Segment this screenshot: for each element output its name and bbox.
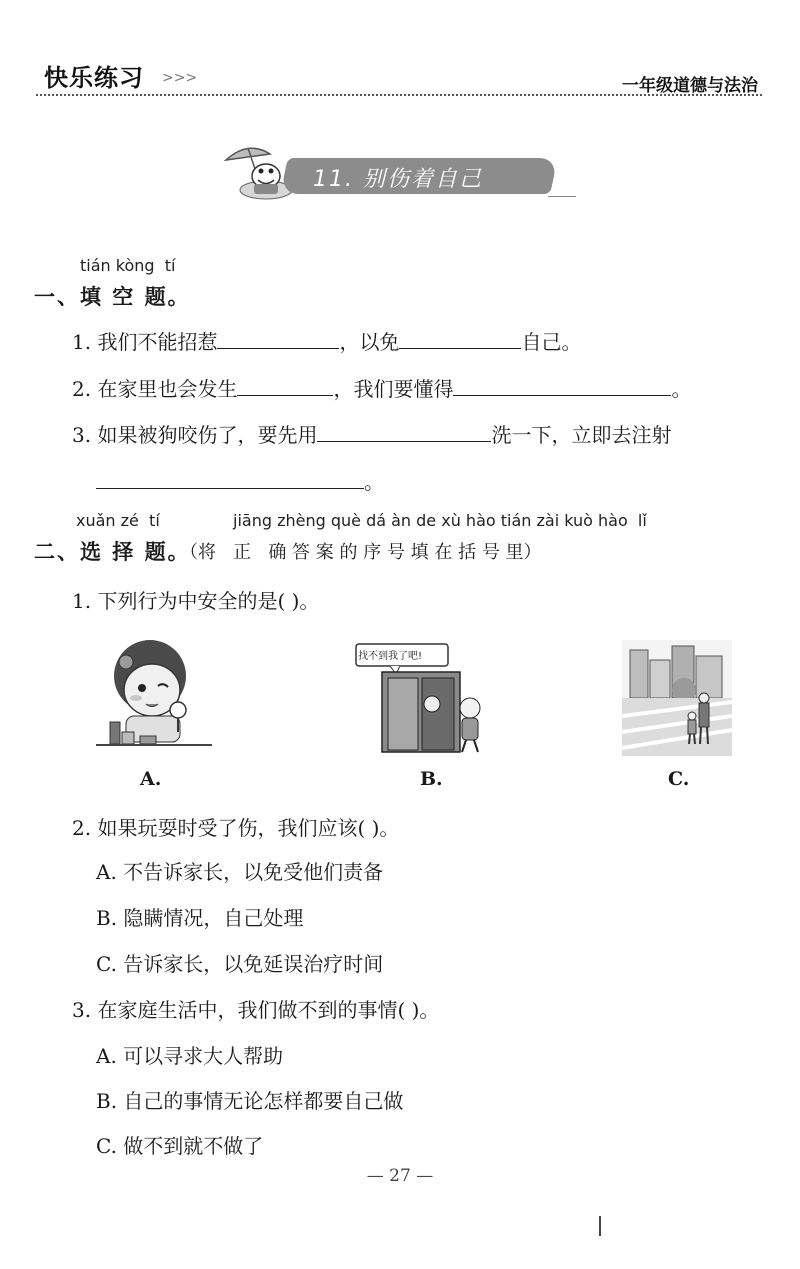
fill-question-1-part-a: 1. 我们不能招惹 xyxy=(72,330,218,354)
lesson-title: 11. 别伤着自己 xyxy=(313,167,483,192)
choice-question-3: 3. 在家庭生活中，我们做不到的事情( )。 xyxy=(72,998,440,1022)
fill-question-3 xyxy=(72,419,671,448)
choice-question-2-option-a[interactable]: A. 不告诉家长，以免受他们责备 xyxy=(96,860,384,884)
fill-question-3-part-b: 洗一下，立即去注射 xyxy=(491,423,672,447)
fill-question-3-part-c: 。 xyxy=(364,470,384,494)
choice-question-2-option-c[interactable]: C. 告诉家长，以免延误治疗时间 xyxy=(96,952,384,976)
choice-question-3-option-b[interactable]: B. 自己的事情无论怎样都要自己做 xyxy=(96,1089,404,1113)
answer-blank[interactable] xyxy=(453,375,671,396)
fill-question-1-part-c: 自己。 xyxy=(521,330,582,354)
section2-instruction: （将 正 确 答 案 的 序 号 填 在 括 号 里） xyxy=(180,542,542,563)
answer-blank[interactable] xyxy=(96,468,364,489)
fill-question-2-part-c: 。 xyxy=(671,377,692,401)
fill-question-2-part-a: 2. 在家里也会发生 xyxy=(72,377,238,401)
speech-bubble-text: 找不到我了吧! xyxy=(358,651,423,662)
section2-pinyin-right: jiāng zhèng què dá àn de xù hào tián zài kuò hào lǐ xyxy=(233,511,647,530)
lesson-banner xyxy=(218,138,578,208)
header-right-title: 一年级道德与法治 xyxy=(622,76,758,96)
fill-question-1 xyxy=(72,326,581,355)
choice-question-3-option-c[interactable]: C. 做不到就不做了 xyxy=(96,1134,264,1158)
answer-blank[interactable] xyxy=(217,328,339,349)
fill-question-3-part-a: 3. 如果被狗咬伤了，要先用 xyxy=(72,423,318,447)
header-left-title: 快乐练习 xyxy=(44,64,144,92)
fill-question-2 xyxy=(72,373,691,402)
section2-title: 二、选 择 题。 xyxy=(34,540,191,564)
choice-question-2: 2. 如果玩耍时受了伤，我们应该( )。 xyxy=(72,816,400,840)
choice-question-1: 1. 下列行为中安全的是( )。 xyxy=(72,589,320,613)
header-divider xyxy=(36,94,762,96)
lesson-banner-line xyxy=(548,196,576,197)
choice-question-2-option-b[interactable]: B. 隐瞒情况，自己处理 xyxy=(96,906,304,930)
fill-question-1-part-b: ，以免 xyxy=(339,330,400,354)
fill-question-3-line2 xyxy=(96,466,384,495)
answer-blank[interactable] xyxy=(237,375,333,396)
picture-caption-c: C. xyxy=(668,768,690,790)
header-arrows-icon: >>> xyxy=(162,70,198,86)
girl-makeup-picture[interactable] xyxy=(96,632,212,756)
section1-pinyin: tián kòng tí xyxy=(80,256,176,275)
section1-title: 一、填 空 题。 xyxy=(34,285,191,309)
answer-blank[interactable] xyxy=(399,328,521,349)
margin-mark xyxy=(599,1216,601,1236)
page-number: — 27 — xyxy=(366,1166,434,1186)
section2-pinyin-left: xuǎn zé tí xyxy=(76,511,160,530)
picture-caption-b: B. xyxy=(420,768,443,790)
choice-question-3-option-a[interactable]: A. 可以寻求大人帮助 xyxy=(96,1044,284,1068)
fill-question-2-part-b: ，我们要懂得 xyxy=(333,377,454,401)
answer-blank[interactable] xyxy=(317,421,491,442)
picture-caption-a: A. xyxy=(140,768,162,790)
street-crossing-picture[interactable] xyxy=(622,640,732,756)
